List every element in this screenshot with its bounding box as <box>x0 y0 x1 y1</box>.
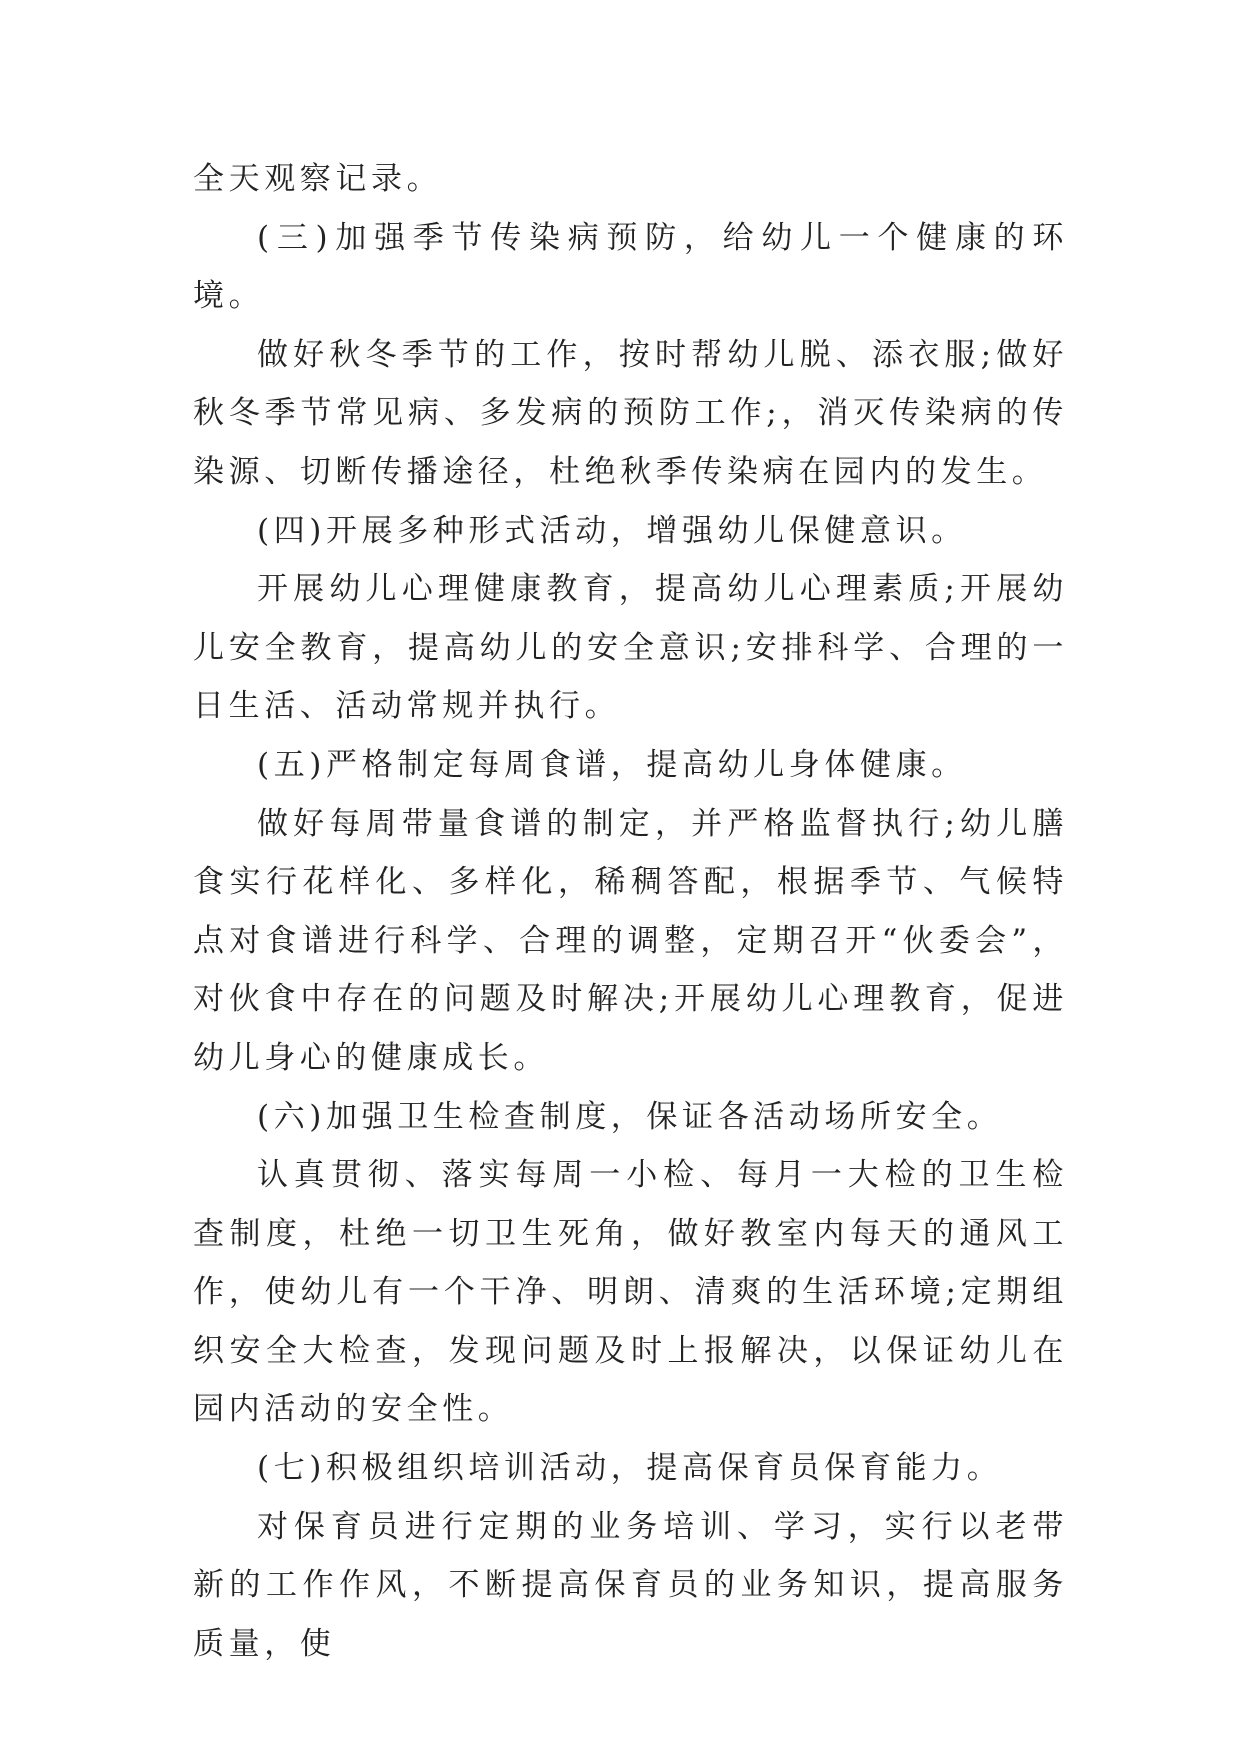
paragraph-continuation: 全天观察记录。 <box>193 161 443 197</box>
paragraph-health-education: 开展幼儿心理健康教育，提高幼儿心理素质;开展幼儿安全教育，提高幼儿的安全意识;安排科学、合理的一日生活、活动常规并执行。 <box>193 571 1068 725</box>
section-heading-3: (三)加强季节传染病预防，给幼儿一个健康的环境。 <box>193 219 1068 315</box>
section-heading-7: (七)积极组织培训活动，提高保育员保育能力。 <box>257 1450 1003 1487</box>
paragraph-staff-training: 对保育员进行定期的业务培训、学习，实行以老带新的工作作风，不断提高保育员的业务知识，提高服务质量，使 <box>193 1508 1068 1662</box>
section-heading-4: (四)开展多种形式活动，增强幼儿保健意识。 <box>257 512 967 549</box>
paragraph-season-disease: 做好秋冬季节的工作，按时帮幼儿脱、添衣服;做好秋冬季节常见病、多发病的预防工作;，消灭传染病的传染源、切断传播途径，杜绝秋季传染病在园内的发生。 <box>193 336 1068 490</box>
paragraph-hygiene-inspection: 认真贯彻、落实每周一小检、每月一大检的卫生检查制度，杜绝一切卫生死角，做好教室内每天的通风工作，使幼儿有一个干净、明朗、清爽的生活环境;定期组织安全大检查，发现问题及时上报解决，以保证幼儿在园内活动的安全性。 <box>193 1157 1068 1428</box>
paragraph-weekly-menu: 做好每周带量食谱的制定，并严格监督执行;幼儿膳食实行花样化、多样化，稀稠答配，根据季节、气候特点对食谱进行科学、合理的调整，定期召开“伙委会”，对伙食中存在的问题及时解决;开展幼儿心理教育，促进幼儿身心的健康成长。 <box>193 805 1068 1076</box>
document-body <box>193 150 1068 1673</box>
section-heading-5: (五)严格制定每周食谱，提高幼儿身体健康。 <box>257 746 967 783</box>
section-heading-6: (六)加强卫生检查制度，保证各活动场所安全。 <box>257 1098 1003 1135</box>
